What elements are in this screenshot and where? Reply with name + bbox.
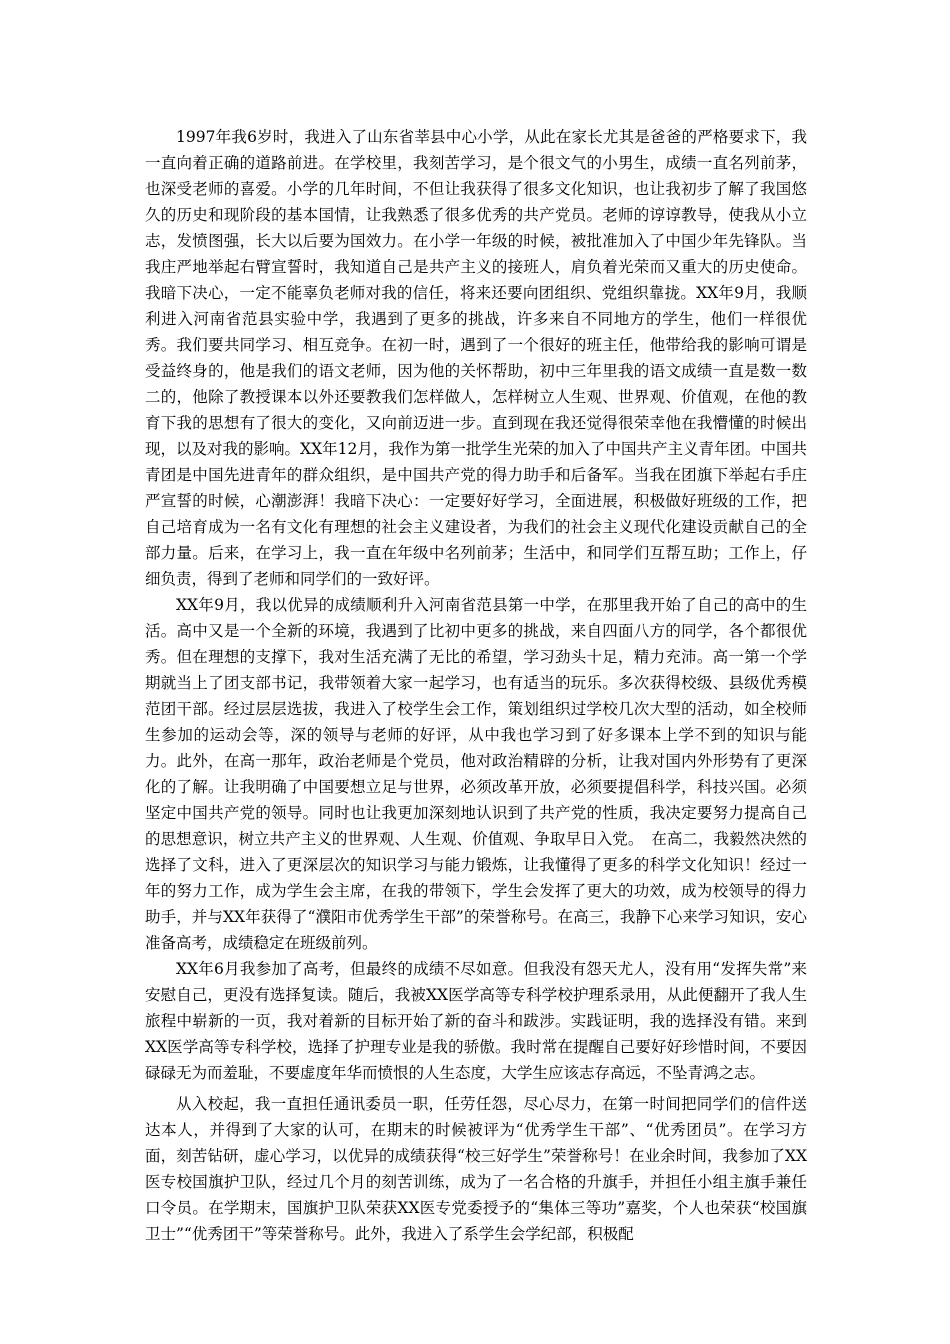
paragraph-high-school: XX年9月，我以优异的成绩顺利升入河南省范县第一中学，在那里我开始了自己的高中的生活。高中又是一个全新的环境，我遇到了比初中更多的挑战，来自四面八方的同学，各个都很优秀。但在理想的支撑下，我对生活充满了无比的希望，学习劲头十足，精力充沛。高一第一个学期就当上了团支部书记，我带领着大家一起学习，也有适当的玩乐。多次获得校级、县级优秀模范团干部。经过层层选拔，我进入了校学生会工作，策划组织过学校几次大型的活动，如全校师生参加的运动会等，深的领导与老师的好评，从中我也学习到了好多课本上学不到的知识与能力。此外，在高一那年，政治老师是个党员，他对政治精辟的分析，让我对国内外形势有了更深化的了解。让我明确了中国要想立足与世界，必须改革开放，必须要提倡科学，科技兴国。必须坚定中国共产党的领导。同时也让我更加深刻地认识到了共产党的性质，我决定要努力提高自己的思想意识，树立共产主义的世界观、人生观、价值观、争取早日入党。 在高二，我毅然决然的选择了文科，进入了更深层次的知识学习与能力锻炼，让我懂得了更多的科学文化知识！经过一年的努力工作，成为学生会主席，在我的带领下，学生会发挥了更大的功效，成为校领导的得力助手，并与XX年获得了“濮阳市优秀学生干部”的荣誉称号。在高三，我静下心来学习知识，安心准备高考，成绩稳定在班级前列。 [145,596,807,952]
paragraph-college-activities: 从入校起，我一直担任通讯委员一职，任劳任怨，尽心尽力，在第一时间把同学们的信件送达本人，并得到了大家的认可，在期末的时候被评为“优秀学生干部”、“优秀团员”。在学习方面，刻苦钻研，虚心学习，以优异的成绩获得“校三好学生”荣誉称号！在业余时间，我参加了XX医专校国旗护卫队，经过几个月的刻苦训练，成为了一名合格的升旗手，并担任小组主旗手兼任口令员。在学期末，国旗护卫队荣获XX医专党委授予的“集体三等功”嘉奖，个人也荣获“校国旗卫士”“优秀团干”等荣誉称号。此外，我进入了系学生会学纪部，积极配 [145,1095,807,1243]
paragraph-primary-and-middle-school: 1997年我6岁时，我进入了山东省莘县中心小学，从此在家长尤其是爸爸的严格要求下，我一直向着正确的道路前进。在学校里，我刻苦学习，是个很文气的小男生，成绩一直名列前茅，也深受老师的喜爱。小学的几年时间，不但让我获得了很多文化知识，也让我初步了解了我国悠久的历史和现阶段的基本国情，让我熟悉了很多优秀的共产党员。老师的谆谆教导，使我从小立志，发愤图强，长大以后要为国效力。在小学一年级的时候，被批准加入了中国少年先锋队。当我庄严地举起右臂宣誓时，我知道自己是共产主义的接班人，肩负着光荣而又重大的历史使命。我暗下决心，一定不能辜负老师对我的信任，将来还要向团组织、党组织靠拢。XX年9月，我顺利进入河南省范县实验中学，我遇到了更多的挑战，许多来自不同地方的学生，他们一样很优秀。我们要共同学习、相互竞争。在初一时，遇到了一个很好的班主任，他带给我的影响可谓是受益终身的，他是我们的语文老师，因为他的关怀帮助，初中三年里我的语文成绩一直是数一数二的，他除了教授课本以外还要教我们怎样做人，怎样树立人生观、世界观、价值观，在他的教育下我的思想有了很大的变化，又向前迈进一步。直到现在我还觉得很荣幸他在我懵懂的时候出现，以及对我的影响。XX年12月，我作为第一批学生光荣的加入了中国共产主义青年团。中国共青团是中国先进青年的群众组织，是中国共产党的得力助手和后备军。当我在团旗下举起右手庄严宣誓的时候，心潮澎湃！我暗下决心：一定要好好学习，全面进展，积极做好班级的工作，把自己培育成为一名有文化有理想的社会主义建设者，为我们的社会主义现代化建设贡献自己的全部力量。后来，在学习上，我一直在年级中名列前茅；生活中，和同学们互帮互助；工作上，仔细负责，得到了老师和同学们的一致好评。 [145,128,807,588]
paragraph-college-entrance: XX年6月我参加了高考，但最终的成绩不尽如意。但我没有怨天尤人，没有用“发挥失常”来安慰自己，更没有选择复读。随后，我被XX医学高等专科学校护理系录用，从此便翻开了我人生旅程中崭新的一页，我对着新的目标开始了新的奋斗和跋涉。实践证明，我的选择没有错。来到XX医学高等专科学校，选择了护理专业是我的骄傲。我时常在提醒自己要好好珍惜时间，不要因碌碌无为而羞耻，不要虚度年华而愤恨的人生态度，大学生应该志存高远，不坠青鸿之志。 [145,960,807,1082]
document-page [145,124,807,1247]
